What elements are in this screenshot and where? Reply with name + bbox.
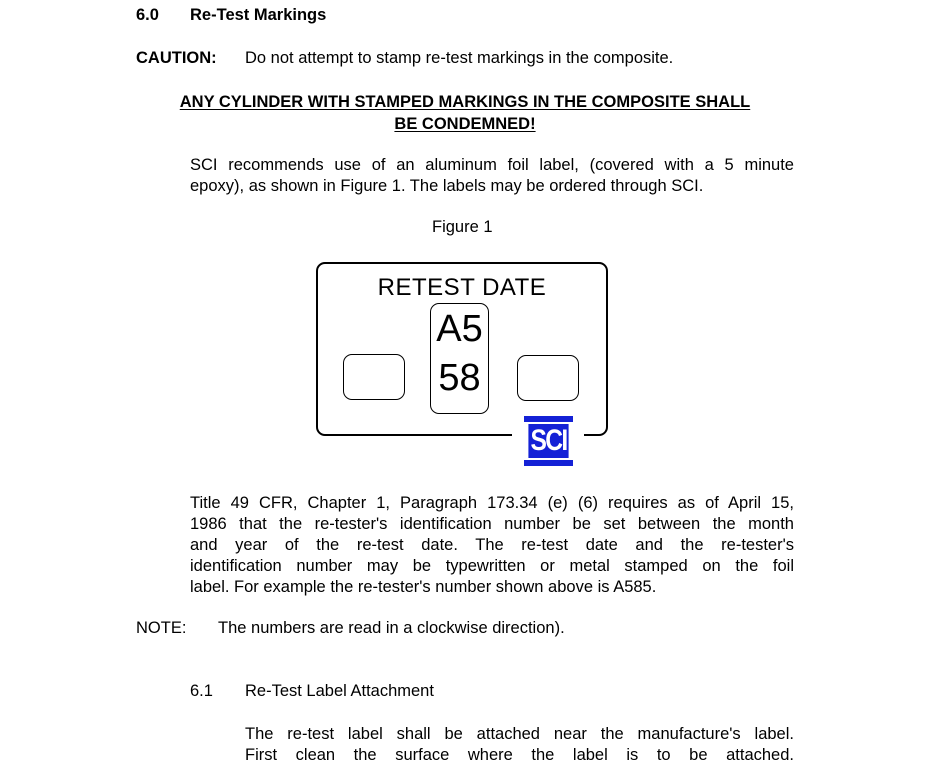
note-text: The numbers are read in a clockwise direction). (218, 619, 565, 637)
regulation-line: Title 49 CFR, Chapter 1, Paragraph 173.34 (e) (6) requires as of April 15, (190, 494, 794, 512)
intro-line-2: epoxy), as shown in Figure 1. The labels may be ordered through SCI. (190, 177, 704, 195)
regulation-line: and year of the re-test date. The re-test date and the re-tester's (190, 536, 794, 554)
retester-id-top: A5 (436, 308, 483, 350)
note-label: NOTE: (136, 619, 187, 637)
retester-id-bottom: 58 (438, 357, 481, 399)
subsection-line: The re-test label shall be attached near the manufacture's label. (245, 725, 794, 743)
warning-line-1: ANY CYLINDER WITH STAMPED MARKINGS IN THE COMPOSITE SHALL (179, 93, 751, 111)
regulation-line: 1986 that the re-tester's identification number be set between the month (190, 515, 794, 533)
sci-logo-top-bar (524, 416, 573, 422)
intro-line-1: SCI recommends use of an aluminum foil label, (covered with a 5 minute (190, 156, 794, 174)
figure-caption: Figure 1 (432, 218, 493, 236)
condemned-warning (136, 91, 794, 135)
section-number: 6.0 (136, 6, 159, 24)
sci-logo-text: SCI (528, 424, 568, 458)
regulation-line: identification number may be typewritten or metal stamped on the foil (190, 557, 794, 575)
retest-date-title: RETEST DATE (377, 274, 547, 301)
year-box (517, 355, 579, 401)
intro-paragraph (190, 155, 794, 197)
warning-line-2: BE CONDEMNED! (394, 115, 536, 133)
sci-logo-bottom-bar (524, 460, 573, 466)
regulation-line: label. For example the re-tester's number shown above is A585. (190, 578, 657, 596)
subsection-line: First clean the surface where the label is to be attached. (245, 746, 794, 764)
month-box (343, 354, 405, 400)
subsection-number: 6.1 (190, 682, 213, 700)
caution-text: Do not attempt to stamp re-test markings in the composite. (245, 49, 674, 67)
caution-label: CAUTION: (136, 49, 217, 67)
subsection-title: Re-Test Label Attachment (245, 682, 434, 700)
subsection-paragraph (245, 724, 794, 766)
section-title: Re-Test Markings (190, 6, 327, 24)
regulation-paragraph (190, 493, 794, 598)
sci-logo (524, 416, 573, 466)
